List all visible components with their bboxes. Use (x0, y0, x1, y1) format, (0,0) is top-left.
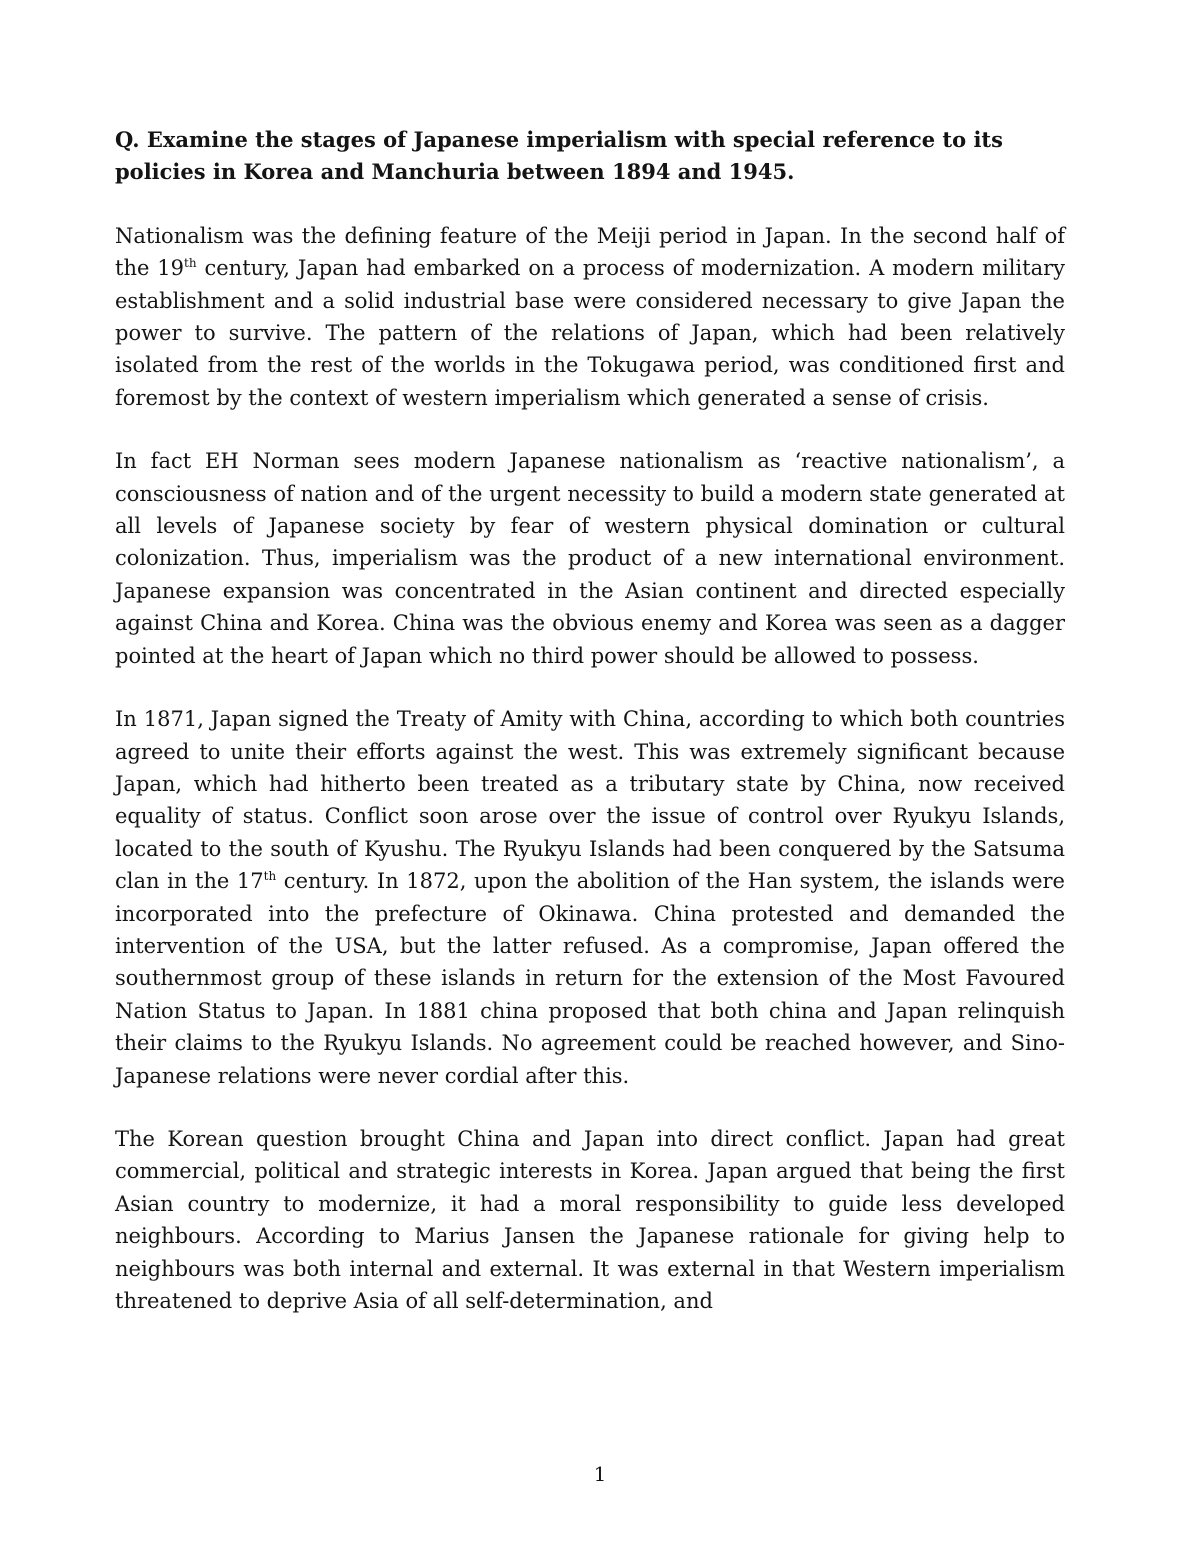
paragraph-1-text-a: Nationalism was the defining feature of the Meiji period in Japan. In the second half of the 19 (115, 223, 1065, 281)
paragraph-3-text-a: In 1871, Japan signed the Treaty of Amity with China, according to which both countries agreed to unite their efforts against the west. This was extremely significant because Japan, which had hitherto been treated as a tributary state by China, now received equality of status. Conflict soon arose over the issue of control over Ryukyu Islands, located to the south of Kyushu. The Ryukyu Islands had been conquered by the Satsuma clan in the 17 (115, 707, 1065, 894)
paragraph-1 (115, 220, 1065, 414)
paragraph-3-superscript: th (263, 869, 277, 884)
paragraph-4: The Korean question brought China and Japan into direct conflict. Japan had great commercial, political and strategic interests in Korea. Japan argued that being the first Asian country to modernize, it had a moral responsibility to guide less developed neighbours. According to Marius Jansen the Japanese rationale for giving help to neighbours was both internal and external. It was external in that Western imperialism threatened to deprive Asia of all self-determination, and (115, 1126, 1065, 1313)
paragraph-1-superscript: th (184, 256, 197, 271)
question-heading: Q. Examine the stages of Japanese imperialism with special reference to its policies in Korea and Manchuria between 1894 and 1945. (115, 127, 1003, 185)
page-number: 1 (593, 1462, 607, 1486)
paragraph-3 (115, 703, 1065, 1092)
paragraph-1-text-b: century, Japan had embarked on a process of modernization. A modern military establishment and a solid industrial base were considered necessary to give Japan the power to survive. The pattern of the relations of Japan, which had been relatively isolated from the rest of the worlds in the Tokugawa period, was conditioned first and foremost by the context of western imperialism which generated a sense of crisis. (115, 256, 1065, 410)
paragraph-2: In fact EH Norman sees modern Japanese nationalism as ‘reactive nationalism’, a consciousness of nation and of the urgent necessity to build a modern state generated at all levels of Japanese society by fear of western physical domination or cultural colonization. Thus, imperialism was the product of a new international environment. Japanese expansion was concentrated in the Asian continent and directed especially against China and Korea. China was the obvious enemy and Korea was seen as a dagger pointed at the heart of Japan which no third power should be allowed to possess. (115, 449, 1065, 668)
document-body (115, 124, 1065, 1348)
paragraph-3-text-b: century. In 1872, upon the abolition of the Han system, the islands were incorporated into the prefecture of Okinawa. China protested and demanded the intervention of the USA, but the latter refused. As a compromise, Japan offered the southernmost group of these islands in return for the extension of the Most Favoured Nation Status to Japan. In 1881 china proposed that both china and Japan relinquish their claims to the Ryukyu Islands. No agreement could be reached however, and Sino-Japanese relations were never cordial after this. (115, 869, 1065, 1088)
